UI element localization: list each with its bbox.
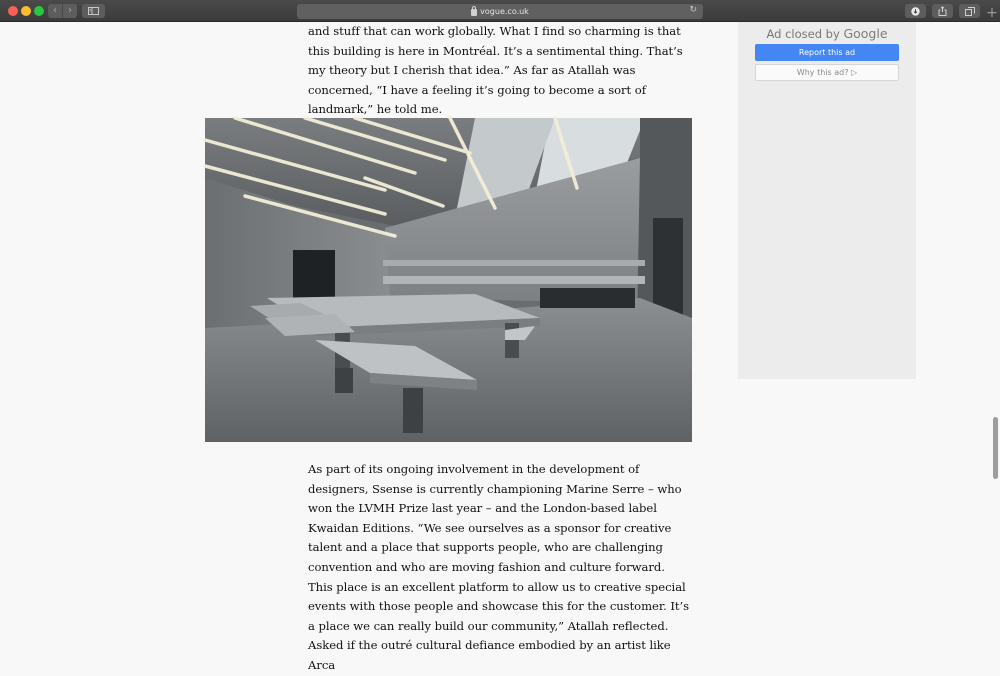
ad-panel (738, 22, 916, 379)
google-logo: Google (843, 26, 888, 41)
address-bar[interactable] (297, 4, 703, 19)
close-window-button[interactable] (8, 6, 18, 16)
tabs-icon (965, 7, 975, 16)
show-tabs-button[interactable] (959, 4, 980, 18)
sidebar-toggle-button[interactable] (82, 4, 105, 18)
article-photo (205, 118, 692, 442)
back-button[interactable]: ‹ (53, 5, 57, 16)
article-paragraph: and stuff that can work globally. What I find so charming is that this building is here in Montréal. It’s a sentimental thing. That’s my theory but I cherish that idea.” As far as Atallah was concerned, “I have a feeling it’s going to become a sort of landmark,” he told me. (308, 24, 683, 117)
share-icon (938, 6, 947, 16)
sidebar-icon (88, 7, 99, 15)
downloads-button[interactable] (905, 4, 926, 18)
url-text: vogue.co.uk (480, 7, 529, 16)
scrollbar-thumb[interactable] (993, 417, 998, 479)
fullscreen-window-button[interactable] (34, 6, 44, 16)
minimize-window-button[interactable] (21, 6, 31, 16)
history-nav (48, 4, 77, 18)
ad-closed-notice (738, 26, 916, 41)
report-ad-button[interactable]: Report this ad (755, 44, 899, 61)
why-this-ad-button[interactable]: Why this ad? ▷ (755, 64, 899, 81)
new-tab-button[interactable]: + (986, 5, 998, 21)
reload-icon[interactable]: ↻ (689, 5, 697, 15)
browser-toolbar (0, 0, 1000, 22)
ad-closed-text: Ad closed by (766, 27, 840, 41)
article-paragraph: As part of its ongoing involvement in the development of designers, Ssense is currently championing Marine Serre – who won the LVMH Prize last year – and the London-based label Kwaidan Editions. “We see ourselves as a sponsor for creative talent and a place that supports people, who are challenging convention and who are moving fashion and culture forward. This place is an excellent platform to allow us to creative special events with those people and showcase this for the customer. It’s a place we can really build our community,” Atallah reflected. Asked if the outré cultural defiance embodied by an artist like Arca (308, 462, 690, 672)
forward-button[interactable]: › (62, 4, 77, 18)
download-icon (911, 7, 920, 16)
lock-icon (471, 9, 477, 16)
share-button[interactable] (932, 4, 953, 18)
